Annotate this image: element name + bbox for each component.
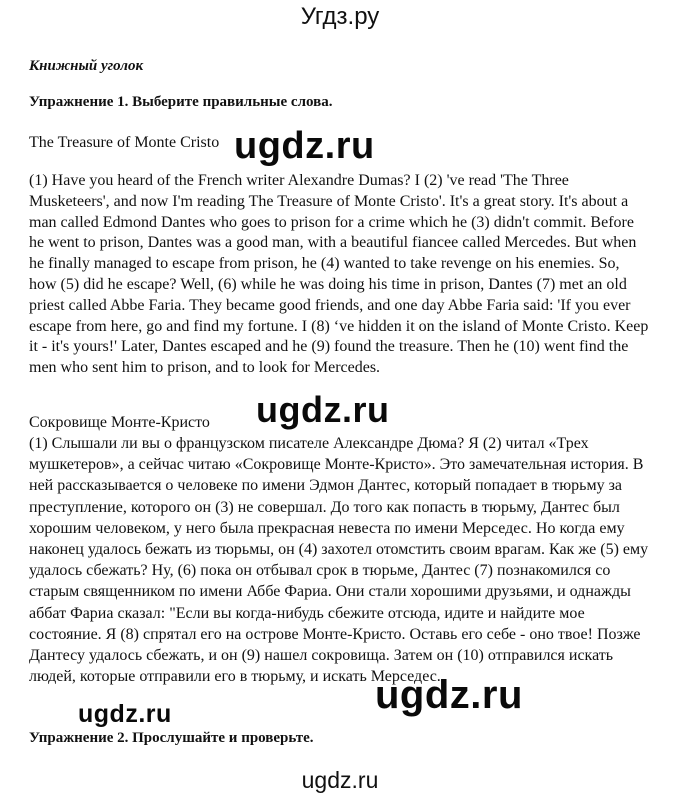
section-title: Книжный уголок bbox=[29, 58, 144, 74]
watermark: ugdz.ru bbox=[234, 125, 375, 167]
russian-text-title: Сокровище Монте-Кристо bbox=[29, 414, 210, 431]
watermark: ugdz.ru bbox=[256, 389, 390, 430]
russian-translation bbox=[29, 412, 649, 687]
watermark: ugdz.ru bbox=[78, 700, 172, 728]
footer-url: ugdz.ru bbox=[301, 767, 379, 793]
watermark: ugdz.ru bbox=[375, 673, 523, 717]
english-text-body: (1) Have you heard of the French writer Alexandre Dumas? I (2) 've read 'The Three Musketeers', and now I'm reading The Treasure of Monte Cristo'. It's a great story. It's about a man called Edmond Dantes who goes to prison for a crime which he (3) didn't commit. Before he went to prison, Dantes was a good man, with a beautiful fiancee called Mercedes. But when he finally managed to escape from prison, he (4) wanted to take revenge on his enemies. So, how (5) did he escape? Well, (6) while he was doing his time in prison, Dantes (7) met an old priest called Abbe Faria. They became good friends, and one day Abbe Faria said: 'If you ever escape from here, go and find my fortune. I (8) ‘ve hidden it on the island of Monte Cristo. Keep it - it's yours!' Later, Dantes escaped and he (9) found the treasure. Then he (10) went find the men who sent him to prison, and to look for Mercedes. bbox=[29, 172, 649, 377]
english-text-title: The Treasure of Monte Cristo bbox=[29, 134, 220, 151]
exercise-1-title: Упражнение 1. Выберите правильные слова. bbox=[29, 94, 333, 110]
site-title: Угдз.ру bbox=[300, 3, 380, 30]
exercise-2-title: Упражнение 2. Прослушайте и проверьте. bbox=[29, 730, 314, 746]
russian-text-body: (1) Слышали ли вы о французском писателе Александре Дюма? Я (2) читал «Трех мушкетеров», а сейчас читаю «Сокровище Монте-Кристо». Это замечательная история. В ней рассказывается о человеке по имени Эдмон Дантес, который попадает в тюрьму за преступление, которого он (3) не совершал. До того как попасть в тюрьму, Дантес был хорошим человеком, у него была прекрасная невеста по имени Мерседес. Но когда ему наконец удалось бежать из тюрьмы, он (4) захотел отомстить своим врагам. Как же (5) ему удалось сбежать? Ну, (6) пока он отбывал срок в тюрьме, Дантес (7) познакомился со старым священником по имени Аббе Фариа. Они стали хорошими друзьями, и однажды аббат Фариа сказал: "Если вы когда-нибудь сбежите отсюда, идите и найдите мое состояние. Я (8) спрятал его на острове Монте-Кристо. Оставь его себе - оно твое! Позже Дантесу удалось сбежать, и он (9) нашел сокровища. Затем он (10) отправился искать людей, которые отправили его в тюрьму, и искать Мерседес. bbox=[29, 435, 649, 686]
